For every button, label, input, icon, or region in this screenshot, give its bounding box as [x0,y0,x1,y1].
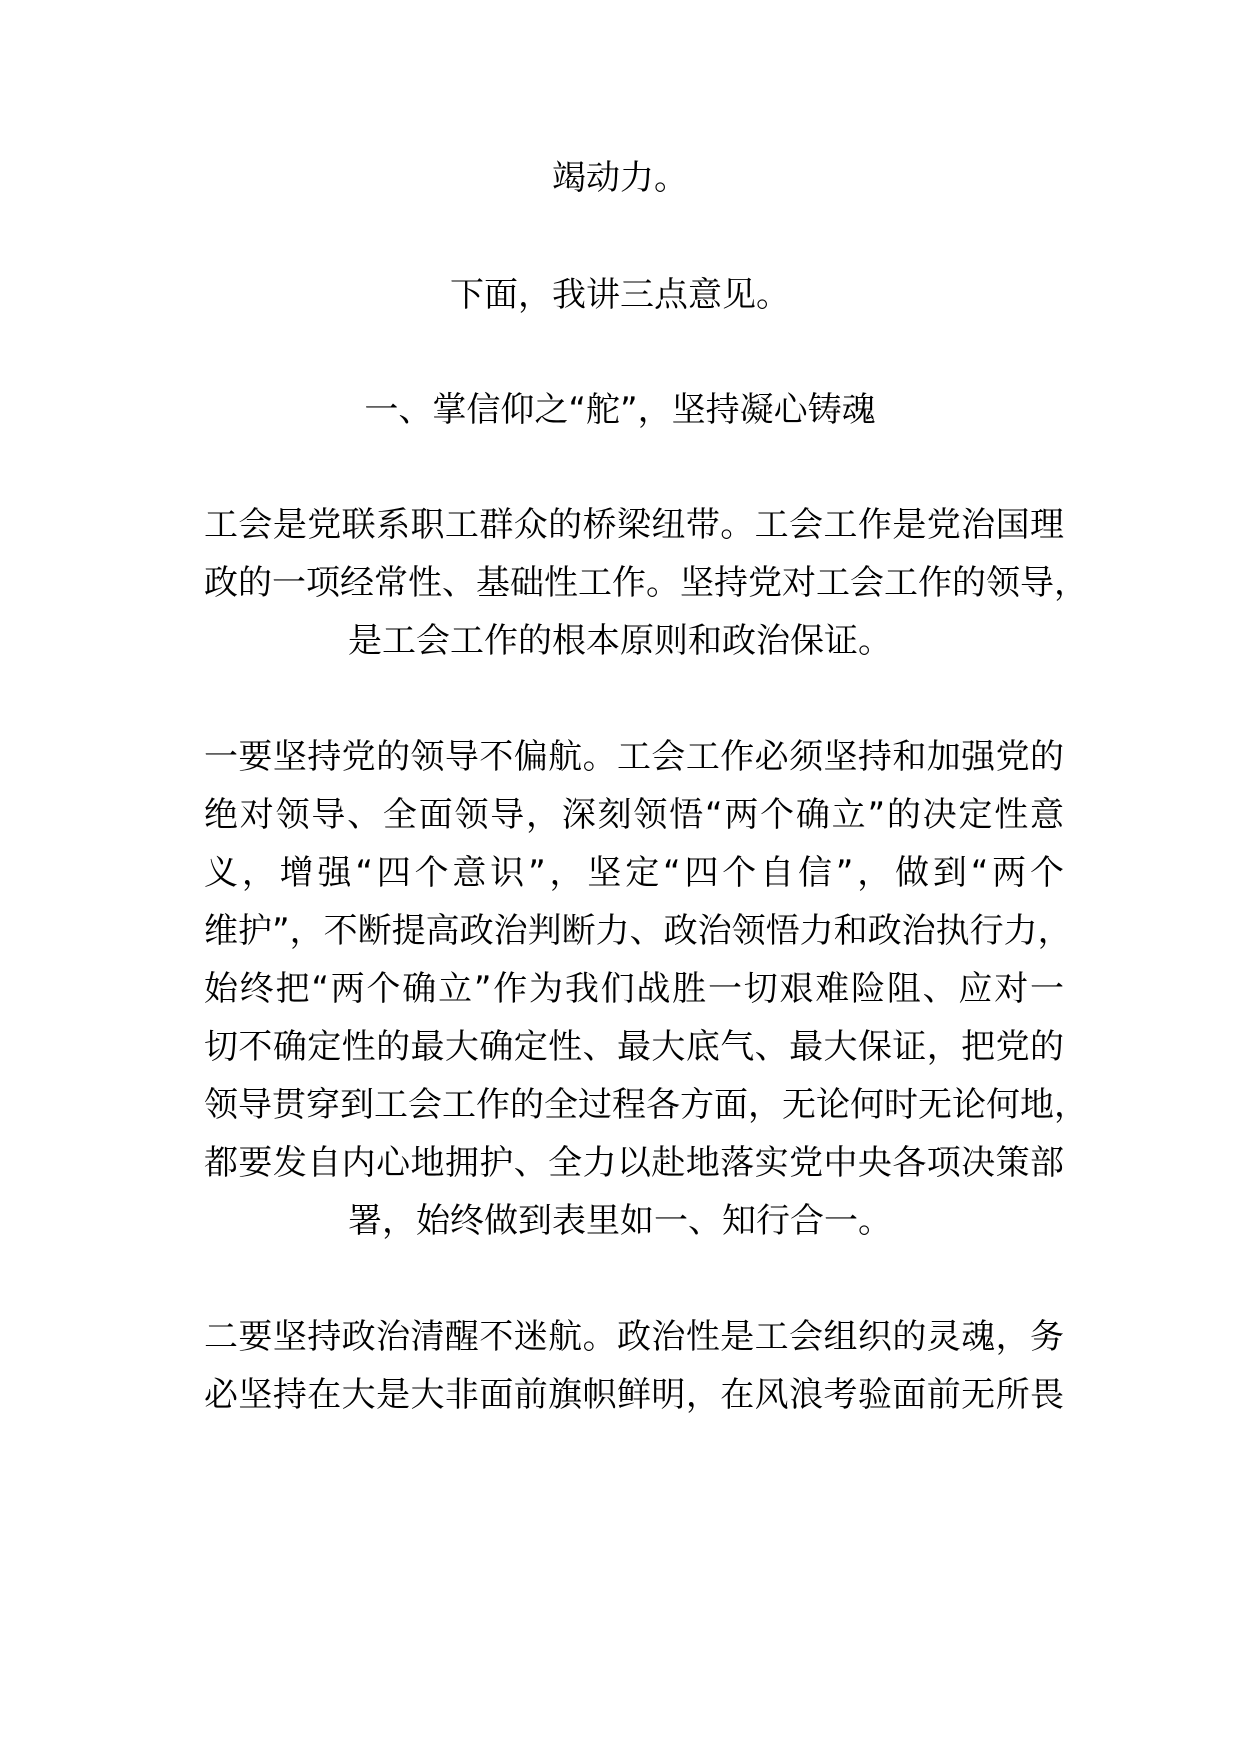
paragraph-line: 义，增强“四个意识”，坚定“四个自信”，做到“两个 [204,853,1064,893]
paragraph-line: 领导贯穿到工会工作的全过程各方面，无论何时无论何地， [204,1085,1088,1125]
intro-line: 下面，我讲三点意见。 [450,275,790,315]
section-heading: 一、掌信仰之“舵”，坚持凝心铸魂 [364,390,876,430]
paragraph-line: 署，始终做到表里如一、知行合一。 [348,1201,892,1241]
paragraph-line: 始终把“两个确立”作为我们战胜一切艰难险阻、应对一 [204,969,1064,1009]
paragraph-line: 切不确定性的最大确定性、最大底气、最大保证，把党的 [204,1027,1064,1067]
paragraph-line: 维护”，不断提高政治判断力、政治领悟力和政治执行力， [204,911,1072,951]
paragraph-line: 工会是党联系职工群众的桥梁纽带。工会工作是党治国理 [204,505,1064,545]
paragraph-line: 政的一项经常性、基础性工作。坚持党对工会工作的领导， [204,563,1088,603]
paragraph-line: 绝对领导、全面领导，深刻领悟“两个确立”的决定性意 [204,795,1064,835]
paragraph-line: 二要坚持政治清醒不迷航。政治性是工会组织的灵魂，务 [204,1317,1064,1357]
paragraph-line: 必坚持在大是大非面前旗帜鲜明，在风浪考验面前无所畏 [204,1375,1064,1415]
paragraph-line: 都要发自内心地拥护、全力以赴地落实党中央各项决策部 [204,1143,1064,1183]
paragraph-line: 一要坚持党的领导不偏航。工会工作必须坚持和加强党的 [204,737,1064,777]
top-fragment: 竭动力。 [552,158,688,198]
paragraph-line: 是工会工作的根本原则和政治保证。 [348,621,892,661]
